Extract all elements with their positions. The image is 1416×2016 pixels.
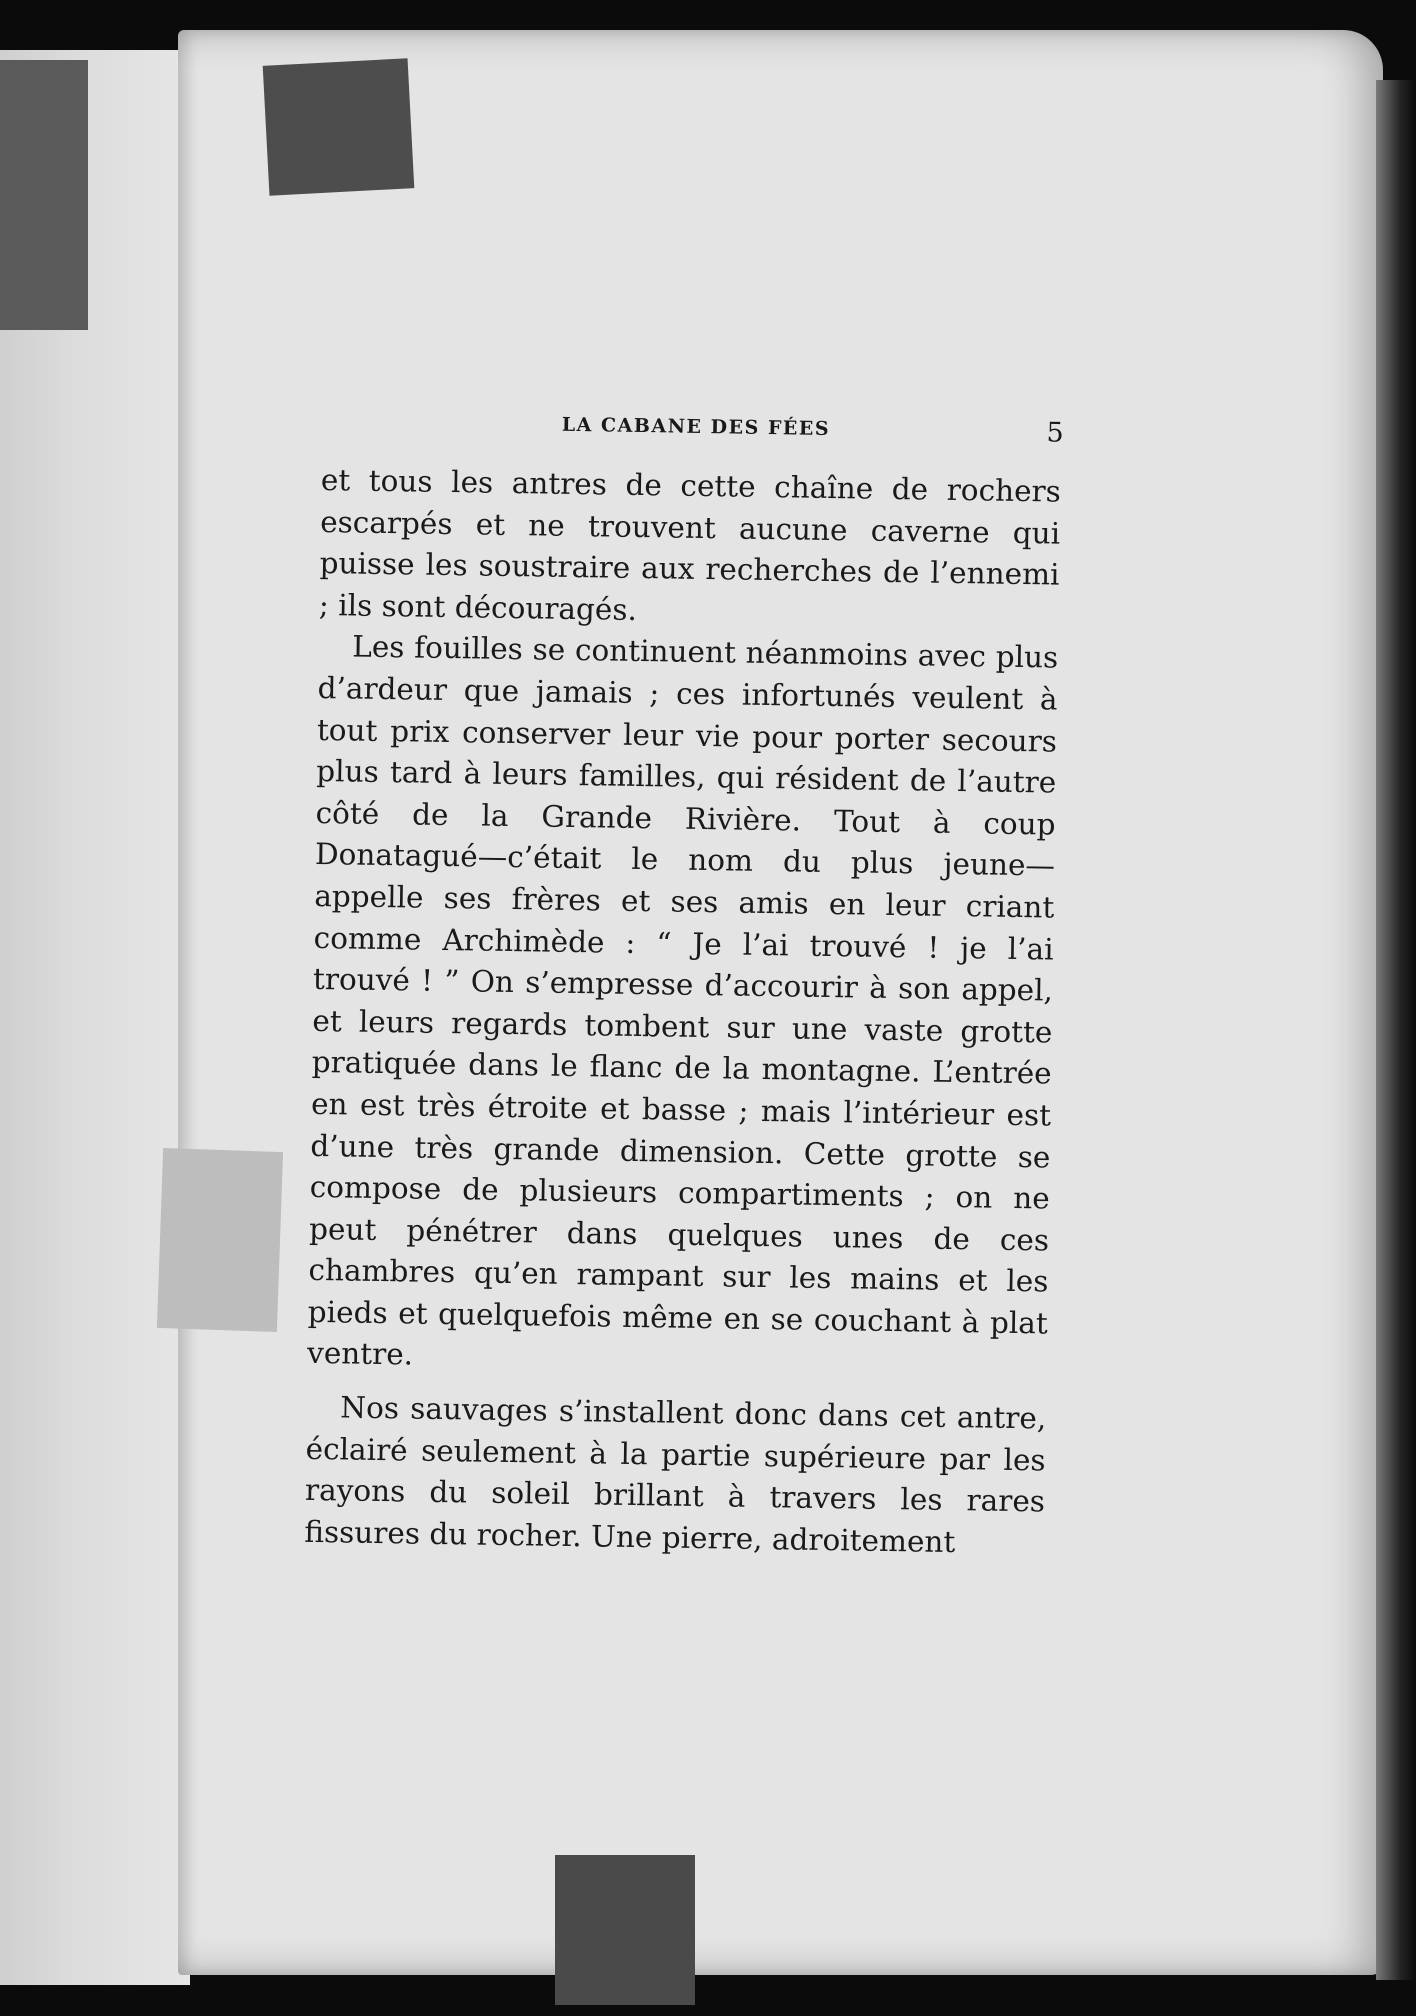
- tape-mark-bottom: [555, 1855, 695, 2005]
- page-number: 5: [1046, 417, 1064, 449]
- tape-mark-top: [263, 58, 415, 195]
- text-block: [304, 410, 1062, 1565]
- body-text: [304, 460, 1061, 1565]
- dark-tab-left: [0, 60, 88, 330]
- paragraph: Nos sauvages s’installent donc dans cet antre, éclairé seulement à la partie supérieure par les rayons du soleil brillant à travers les rares fissures du rocher. Une pierre, adroitement: [304, 1390, 1047, 1559]
- book-edge-right: [1376, 80, 1416, 1980]
- running-title: LA CABANE DES FÉES: [561, 413, 831, 440]
- facing-page-edge: [0, 50, 190, 1985]
- paragraph: et tous les antres de cette chaîne de rochers escarpés et ne trouvent aucune caverne qui puisse les soustraire aux recherches de l’ennemi ; ils sont découragés.: [318, 462, 1062, 627]
- paragraph: Les fouilles se continuent néanmoins avec plus d’ardeur que jamais ; ces infortunés veulent à tout prix conserver leur vie pour porter secours plus tard à leurs familles, qui résident de l’autre côté de la Grande Rivière. Tout à coup Donatagué—c’était le nom du plus jeune—appelle ses frères et ses amis en leur criant comme Archimède : “ Je l’ai trouvé ! je l’ai trouvé ! ” On s’empresse d’accourir à son appel, et leurs regards tombent sur une vaste grotte pratiquée dans le flanc de la montagne. L’entrée en est très étroite et basse ; mais l’intérieur est d’une très grande dimension. Cette grotte se compose de plusieurs compartiments ; on ne peut pénétrer dans quelques unes de ces chambres qu’en rampant sur les mains et les pieds et quelquefois même en se couchant à plat ventre.: [306, 629, 1059, 1373]
- repair-patch: [157, 1148, 283, 1332]
